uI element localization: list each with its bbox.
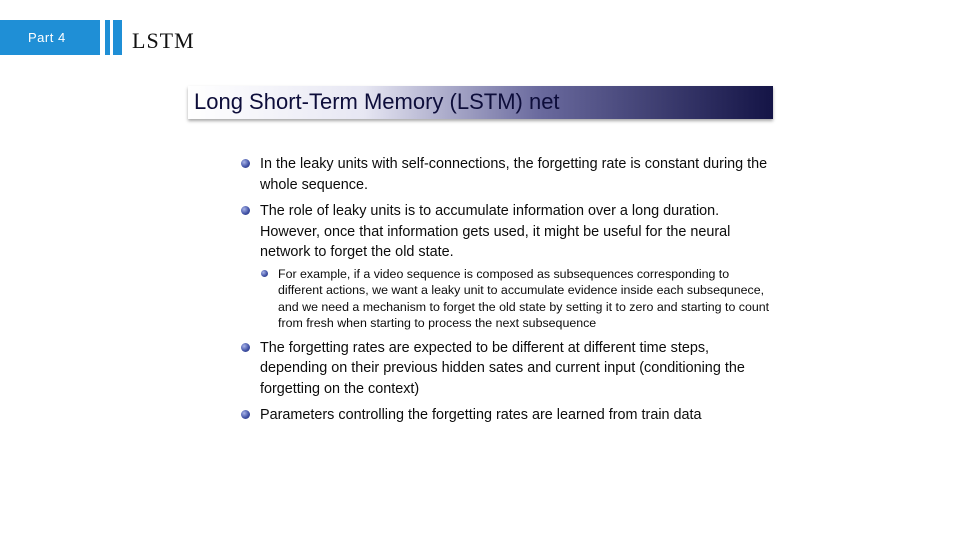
slide-image xyxy=(188,86,773,446)
sub-bullet-list xyxy=(260,266,770,332)
bullet-text: Parameters controlling the forgetting rates are learned from train data xyxy=(260,407,702,423)
sub-bullet-item xyxy=(260,266,770,332)
accent-bar-thick xyxy=(113,20,122,55)
bullet-text: In the leaky units with self-connections, the forgetting rate is constant during the whole sequence. xyxy=(260,156,768,193)
sub-bullet-dot-icon xyxy=(261,270,268,277)
slide-header-band xyxy=(188,86,773,119)
bullet-item xyxy=(240,154,770,195)
slide-title: Long Short-Term Memory (LSTM) net xyxy=(194,89,560,114)
sub-bullet-text: For example, if a video sequence is composed as subsequences corresponding to different actions, we want a leaky unit to accumulate evidence inside each subsequnece, and we need a mechanism to forget the old state by setting it to zero and starting to count from fresh when starting to process the next subsequence xyxy=(278,266,770,330)
bullet-dot-icon xyxy=(241,410,250,419)
bullet-list xyxy=(240,154,770,432)
accent-bar-thin xyxy=(105,20,110,55)
bullet-text: The forgetting rates are expected to be different at different time steps, depending on their previous hidden sates and current input (conditioning the forgetting on the context) xyxy=(260,339,745,397)
bullet-dot-icon xyxy=(241,159,250,168)
section-title: LSTM xyxy=(132,28,195,53)
bullet-item xyxy=(240,405,770,426)
part-label: Part 4 xyxy=(28,30,66,45)
bullet-item xyxy=(240,338,770,400)
bullet-dot-icon xyxy=(241,343,250,352)
bullet-text: The role of leaky units is to accumulate information over a long duration. However, once that information gets used, it might be useful for the neural network to forget the old state. xyxy=(260,203,731,260)
bullet-dot-icon xyxy=(241,206,250,215)
bullet-item xyxy=(240,201,770,332)
part-label-tab xyxy=(0,20,100,55)
